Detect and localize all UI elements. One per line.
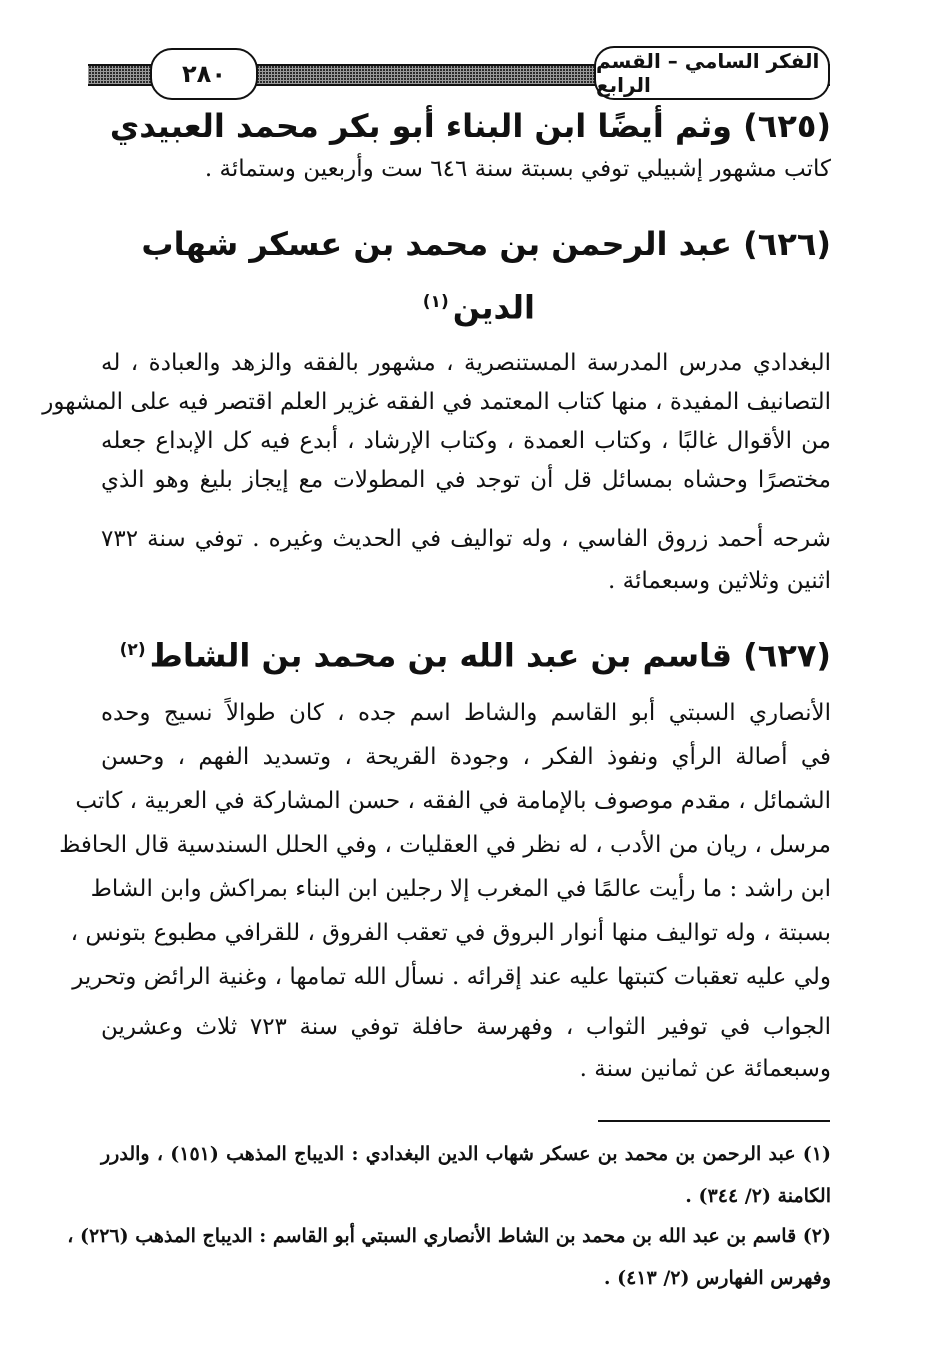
footnote-divider <box>598 1120 830 1122</box>
footnote-ref-1: (١) <box>422 292 449 312</box>
entry-627-line-3: الشمائل ، مقدم موصوف بالإمامة في الفقه ، حسن المشاركة في العربية ، كاتب <box>75 788 831 814</box>
entry-heading-626-name-end: الدين <box>452 288 535 327</box>
footnote-1-line-1: (١) عبد الرحمن بن محمد بن عسكر شهاب الدين البغدادي : الديباج المذهب (١٥١) ، والدرر <box>101 1143 832 1165</box>
entry-heading-626-line-1: (٦٢٦) عبد الرحمن بن محمد بن عسكر شهاب <box>141 225 831 263</box>
entry-627-line-8: الجواب في توفير الثواب ، وفهرسة حافلة توفي سنة ٧٢٣ ثلاث وعشرين <box>101 1014 831 1040</box>
footnote-2-line-2: وفهرس الفهارس (٢/ ٤١٣) . <box>603 1267 831 1289</box>
entry-627-line-7: ولي عليه تعقبات كتبتها عليه عند إقرائه . نسأل الله تمامها ، وغنية الرائض وتحرير <box>72 964 831 990</box>
page-header <box>88 44 830 102</box>
entry-626-line-6: اثنين وثلاثين وسبعمائة . <box>608 568 831 594</box>
entry-heading-627-text: (٦٢٧) قاسم بن عبد الله بن محمد بن الشاط <box>149 636 831 675</box>
footnote-2-line-1: (٢) قاسم بن عبد الله بن محمد بن الشاط الأنصاري السبتي أبو القاسم : الديباج المذهب (٢٢٦) ، <box>67 1225 831 1247</box>
footnote-1-line-2: الكامنة (٢/ ٣٤٤) . <box>685 1185 831 1207</box>
entry-625-line-1: كاتب مشهور إشبيلي توفي بسبتة سنة ٦٤٦ ست وأربعين وستمائة . <box>204 156 831 182</box>
entry-627-line-9: وسبعمائة عن ثمانين سنة . <box>579 1056 831 1082</box>
entry-627-line-2: في أصالة الرأي ونفوذ الفكر ، وجودة القريحة ، وتسديد الفهم ، وحسن <box>101 744 831 770</box>
entry-626-line-5: شرحه أحمد زروق الفاسي ، وله تواليف في الحديث وغيره . توفي سنة ٧٣٢ <box>101 526 831 552</box>
entry-626-line-3: من الأقوال غالبًا ، وكتاب العمدة ، وكتاب الإرشاد ، أبدع فيه كل الإبداع جعله <box>101 428 831 454</box>
entry-heading-626-line-2 <box>423 280 535 330</box>
entry-626-line-2: التصانيف المفيدة ، منها كتاب المعتمد في الفقه غزير العلم اقتصر فيه على المشهور <box>42 389 831 415</box>
entry-heading-627 <box>120 628 831 678</box>
entry-627-line-4: مرسل ، ريان من الأدب ، له نظر في العقليات ، وفي الحلل السندسية قال الحافظ <box>59 832 831 858</box>
page-number: ٢٨٠ <box>150 48 258 100</box>
entry-626-line-1: البغدادي مدرس المدرسة المستنصرية ، مشهور بالفقه والزهد والعبادة ، له <box>101 350 831 376</box>
running-title: الفكر السامي – القسم الرابع <box>594 46 830 100</box>
entry-627-line-6: بسبتة ، وله تواليف منها أنوار البروق في تعقب الفروق ، للقرافي مطبوع بتونس ، <box>70 920 831 946</box>
entry-627-line-1: الأنصاري السبتي أبو القاسم والشاط اسم جده ، كان طوالاً نسيج وحده <box>101 700 831 726</box>
entry-627-line-5: ابن راشد : ما رأيت عالمًا في المغرب إلا رجلين ابن البناء بمراكش وابن الشاط <box>90 876 831 902</box>
entry-heading-625: (٦٢٥) وثم أيضًا ابن البناء أبو بكر محمد العبيدي <box>109 107 831 145</box>
footnote-ref-2: (٢) <box>119 640 146 660</box>
entry-626-line-4: مختصرًا وحشاه بمسائل قل أن توجد في المطولات مع إيجاز بليغ وهو الذي <box>101 467 831 493</box>
